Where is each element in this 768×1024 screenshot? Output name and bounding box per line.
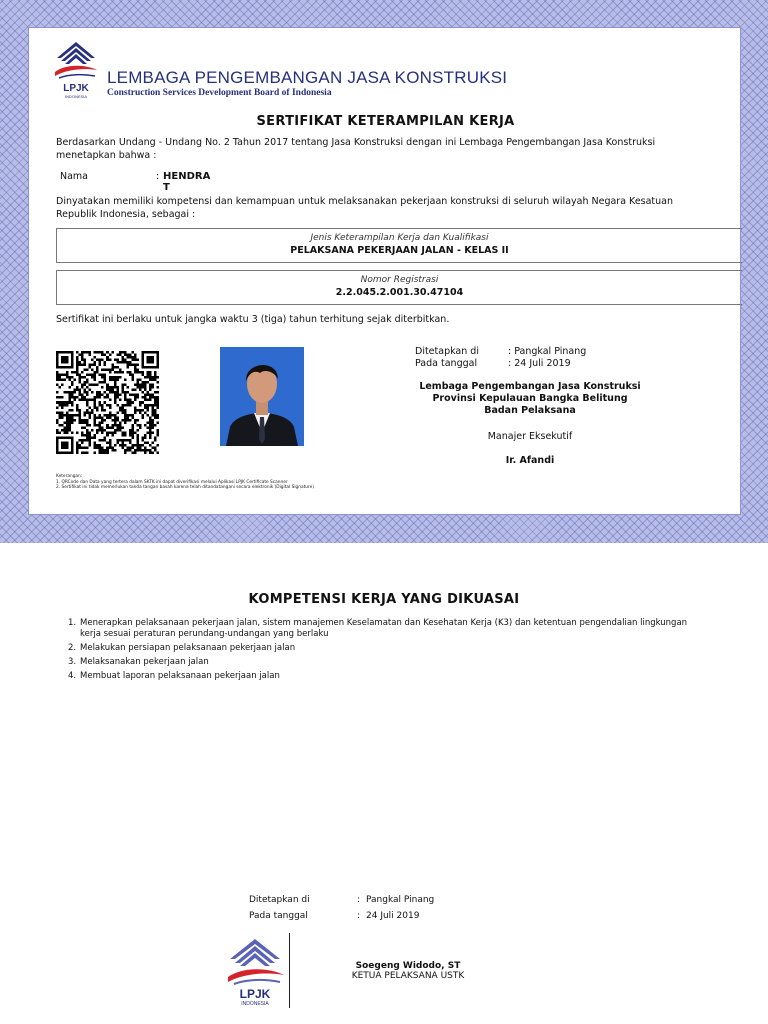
svg-text:INDONESIA: INDONESIA (241, 1001, 269, 1007)
org-name: LEMBAGA PENGEMBANGAN JASA KONSTRUKSI (107, 68, 508, 87)
tanggal-label: Pada tanggal (415, 358, 478, 369)
list-item: 2. Melakukan persiapan pelaksanaan pekerjaan jalan (68, 643, 296, 653)
validity-text: Sertifikat ini berlaku untuk jangka waktu 3 (tiga) tahun terhitung sejak diterbitkan. (56, 314, 450, 325)
tanggal-value-2: 24 Juli 2019 (366, 911, 420, 921)
nama-label: Nama (60, 171, 89, 182)
signer-title: Manajer Eksekutif (487, 431, 573, 442)
list-item: 1. Menerapkan pelaksanaan pekerjaan jalan, sistem manajemen Keselamatan dan Kesehatan Kerja (K3) dan ketentuan pengendalian lingkungan kerja sesuai peraturan perundang-undangan yang berlaku (68, 618, 688, 639)
intro-text: Berdasarkan Undang - Undang No. 2 Tahun 2017 tentang Jasa Konstruksi dengan ini Lembaga Pengembangan Jasa Konstruksi menetapkan bahwa : (56, 137, 656, 161)
ditetapkan-value: : Pangkal Pinang (508, 346, 587, 357)
note-1: 1. QRCode dan Data yang tertera dalam SKTK ini dapat diverifikasi melalui Aplikasi LPJK Certificate Scanner (56, 479, 288, 485)
nama-colon: : (156, 171, 160, 182)
tanggal-label-2: Pada tanggal (249, 911, 308, 921)
svg-text:LPJK: LPJK (63, 83, 89, 94)
list-item: 3. Melaksanakan pekerjaan jalan (68, 657, 209, 667)
certificate-title: SERTIFIKAT KETERAMPILAN KERJA (256, 114, 515, 129)
lpjk-header (51, 38, 508, 100)
qr-code[interactable] (56, 351, 159, 454)
notes (56, 474, 314, 491)
jenis-label: Jenis Keterampilan Kerja dan Kualifikasi (310, 233, 489, 243)
ditetapkan-value-2: Pangkal Pinang (366, 895, 435, 905)
jenis-value: PELAKSANA PEKERJAAN JALAN - KELAS II (290, 245, 509, 256)
registrasi-box (56, 270, 742, 305)
ditetapkan-label-2: Ditetapkan di (249, 895, 310, 905)
ditetapkan-label: Ditetapkan di (415, 346, 479, 357)
signer-name: Ir. Afandi (505, 455, 555, 466)
lpjk-logo-icon (51, 38, 101, 100)
note-2: 2. Sertifikat ini tidak memerlukan tanda tangan basah karena telah ditandatangani secara elektronik (Digital Signature) (56, 485, 315, 490)
page2-issuance: Ditetapkan di : Pangkal Pinang Pada tanggal : 24 Juli 2019 (249, 895, 435, 921)
list-item: 4. Membuat laporan pelaksanaan pekerjaan jalan (68, 671, 280, 681)
holder-photo (220, 347, 304, 446)
divider (289, 933, 290, 1008)
kompetensi-list (68, 618, 708, 685)
svg-text:INDONESIA: INDONESIA (64, 94, 88, 99)
jenis-box (56, 228, 742, 263)
signer-title-2: KETUA PELAKSANA USTK (351, 971, 465, 981)
issuer-line2: Provinsi Kepulauan Bangka Belitung (432, 393, 628, 404)
svg-text:LPJK: LPJK (239, 987, 271, 1001)
tanggal-value: : 24 Juli 2019 (508, 358, 571, 369)
lpjk-logo-icon (224, 935, 286, 1007)
issuer-line1: Lembaga Pengembangan Jasa Konstruksi (419, 381, 641, 392)
notes-title: Keterangan: (56, 474, 83, 479)
page2-signer (340, 961, 476, 981)
kompetensi-title: KOMPETENSI KERJA YANG DIKUASAI (248, 592, 520, 607)
declaration-text: Dinyatakan memiliki kompetensi dan kemampuan untuk melaksanakan pekerjaan konstruksi di seluruh wilayah Negara Kesatuan Republik Indonesia, sebagai : (56, 196, 674, 220)
registrasi-label: Nomor Registrasi (360, 275, 439, 285)
nama-value: HENDRA T (163, 171, 211, 193)
signer-name-2: Soegeng Widodo, ST (355, 961, 461, 971)
issuer-line3: Badan Pelaksana (484, 405, 576, 416)
org-subtitle: Construction Services Development Board of Indonesia (107, 88, 332, 98)
registrasi-value: 2.2.045.2.001.30.47104 (335, 287, 464, 298)
certificate-body (28, 27, 741, 515)
issuance-block (415, 346, 665, 466)
